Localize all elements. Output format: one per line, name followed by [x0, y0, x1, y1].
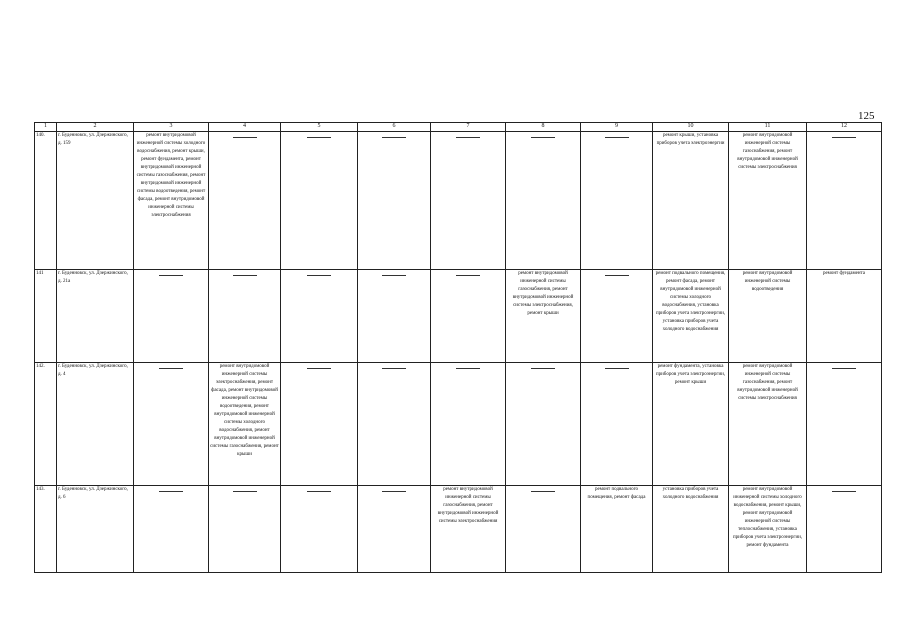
- work-cell: ремонт внутридомовой инженерной системы газоснабжения, ремонт внутридомовой инженерной системы электроснабжения: [729, 132, 807, 270]
- table-row: [35, 363, 882, 486]
- work-cell: установка приборов учета холодного водоснабжения: [653, 486, 729, 573]
- empty-cell: [281, 363, 358, 486]
- column-number: 4: [209, 123, 281, 132]
- dash-mark: [307, 137, 331, 138]
- column-number: 8: [506, 123, 581, 132]
- work-cell: ремонт внутридомовой инженерной системы холодного водоснабжения, ремонт крыши, ремонт фундамента, ремонт внутридомовой инженерной системы газоснабжения, ремонт внутридомовой инженерной системы водоотведения, ремонт фасада, ремонт внутридомовой инженерной системы электроснабжения: [134, 132, 209, 270]
- dash-mark: [605, 368, 629, 369]
- empty-cell: [358, 486, 431, 573]
- dash-mark: [382, 137, 406, 138]
- address-cell: г. Буденновск, ул. Дзержинского, д. 4: [57, 363, 134, 486]
- row-number: 141: [35, 270, 57, 363]
- work-cell: ремонт крыши, установка приборов учета электроэнергии: [653, 132, 729, 270]
- page-number: 125: [858, 110, 875, 122]
- dash-mark: [382, 275, 406, 276]
- column-number: 3: [134, 123, 209, 132]
- empty-cell: [281, 270, 358, 363]
- dash-mark: [233, 275, 257, 276]
- empty-cell: [209, 270, 281, 363]
- address-cell: г. Буденновск, ул. Дзержинского, д. 6: [57, 486, 134, 573]
- repair-schedule-table: [34, 122, 882, 573]
- column-number: 10: [653, 123, 729, 132]
- empty-cell: [281, 132, 358, 270]
- address-cell: г. Буденновск, ул. Дзержинского, д. 21а: [57, 270, 134, 363]
- work-cell: ремонт внутридомовой инженерной системы электроснабжения, ремонт фасада, ремонт внутридомовой инженерной системы водоотведения, ремонт внутридомовой инженерной системы холодного водоснабжения, ремонт внутридомовой инженерной системы газоснабжения, ремонт крыши: [209, 363, 281, 486]
- work-cell: ремонт внутридомовой инженерной системы газоснабжения, ремонт внутридомовой инженерной системы электроснабжения: [729, 363, 807, 486]
- empty-cell: [209, 486, 281, 573]
- column-number: 12: [807, 123, 882, 132]
- dash-mark: [159, 368, 183, 369]
- empty-cell: [431, 270, 506, 363]
- dash-mark: [832, 491, 856, 492]
- empty-cell: [431, 132, 506, 270]
- work-cell: ремонт подвального помещения, ремонт фасада, ремонт внутридомовой инженерной системы холодного водоснабжения, установка приборов учета электроэнергии, установка приборов учета холодного водоснабжения: [653, 270, 729, 363]
- column-number: 1: [35, 123, 57, 132]
- table-row: [35, 270, 882, 363]
- empty-cell: [506, 363, 581, 486]
- dash-mark: [456, 368, 480, 369]
- column-number: 7: [431, 123, 506, 132]
- column-number: 9: [581, 123, 653, 132]
- row-number: 142.: [35, 363, 57, 486]
- address-cell: г. Буденновск, ул. Дзержинского, д. 159: [57, 132, 134, 270]
- empty-cell: [581, 132, 653, 270]
- column-number: 11: [729, 123, 807, 132]
- work-cell: ремонт подвального помещения, ремонт фасада: [581, 486, 653, 573]
- dash-mark: [456, 137, 480, 138]
- dash-mark: [456, 275, 480, 276]
- column-number-row: [35, 123, 882, 132]
- dash-mark: [233, 137, 257, 138]
- empty-cell: [358, 363, 431, 486]
- dash-mark: [605, 137, 629, 138]
- empty-cell: [358, 270, 431, 363]
- dash-mark: [605, 275, 629, 276]
- dash-mark: [159, 275, 183, 276]
- work-cell: ремонт внутридомовой инженерной системы газоснабжения, ремонт внутридомовой инженерной системы электроснабжения, ремонт крыши: [506, 270, 581, 363]
- dash-mark: [531, 491, 555, 492]
- empty-cell: [134, 363, 209, 486]
- dash-mark: [832, 137, 856, 138]
- empty-cell: [209, 132, 281, 270]
- empty-cell: [134, 270, 209, 363]
- empty-cell: [807, 486, 882, 573]
- work-cell: ремонт внутридомовой инженерной системы холодного водоснабжения, ремонт крыши, ремонт внутридомовой инженерной системы теплоснабжения, установка приборов учета электроэнергии, ремонт фундамента: [729, 486, 807, 573]
- empty-cell: [358, 132, 431, 270]
- dash-mark: [832, 368, 856, 369]
- table-row: [35, 486, 882, 573]
- table-row: [35, 132, 882, 270]
- column-number: 6: [358, 123, 431, 132]
- dash-mark: [307, 368, 331, 369]
- row-number: 140.: [35, 132, 57, 270]
- work-cell: ремонт внутридомовой инженерной системы водоотведения: [729, 270, 807, 363]
- work-cell: ремонт фундамента: [807, 270, 882, 363]
- dash-mark: [159, 491, 183, 492]
- empty-cell: [506, 132, 581, 270]
- work-cell: ремонт внутридомовой инженерной системы газоснабжения, ремонт внутридомовой инженерной системы электроснабжения: [431, 486, 506, 573]
- dash-mark: [531, 137, 555, 138]
- empty-cell: [281, 486, 358, 573]
- dash-mark: [531, 368, 555, 369]
- dash-mark: [307, 275, 331, 276]
- empty-cell: [581, 270, 653, 363]
- empty-cell: [807, 132, 882, 270]
- dash-mark: [382, 368, 406, 369]
- empty-cell: [807, 363, 882, 486]
- empty-cell: [506, 486, 581, 573]
- column-number: 2: [57, 123, 134, 132]
- dash-mark: [307, 491, 331, 492]
- empty-cell: [431, 363, 506, 486]
- row-number: 143.: [35, 486, 57, 573]
- dash-mark: [233, 491, 257, 492]
- empty-cell: [134, 486, 209, 573]
- dash-mark: [382, 491, 406, 492]
- empty-cell: [581, 363, 653, 486]
- work-cell: ремонт фундамента, установка приборов учета электроэнергии, ремонт крыши: [653, 363, 729, 486]
- column-number: 5: [281, 123, 358, 132]
